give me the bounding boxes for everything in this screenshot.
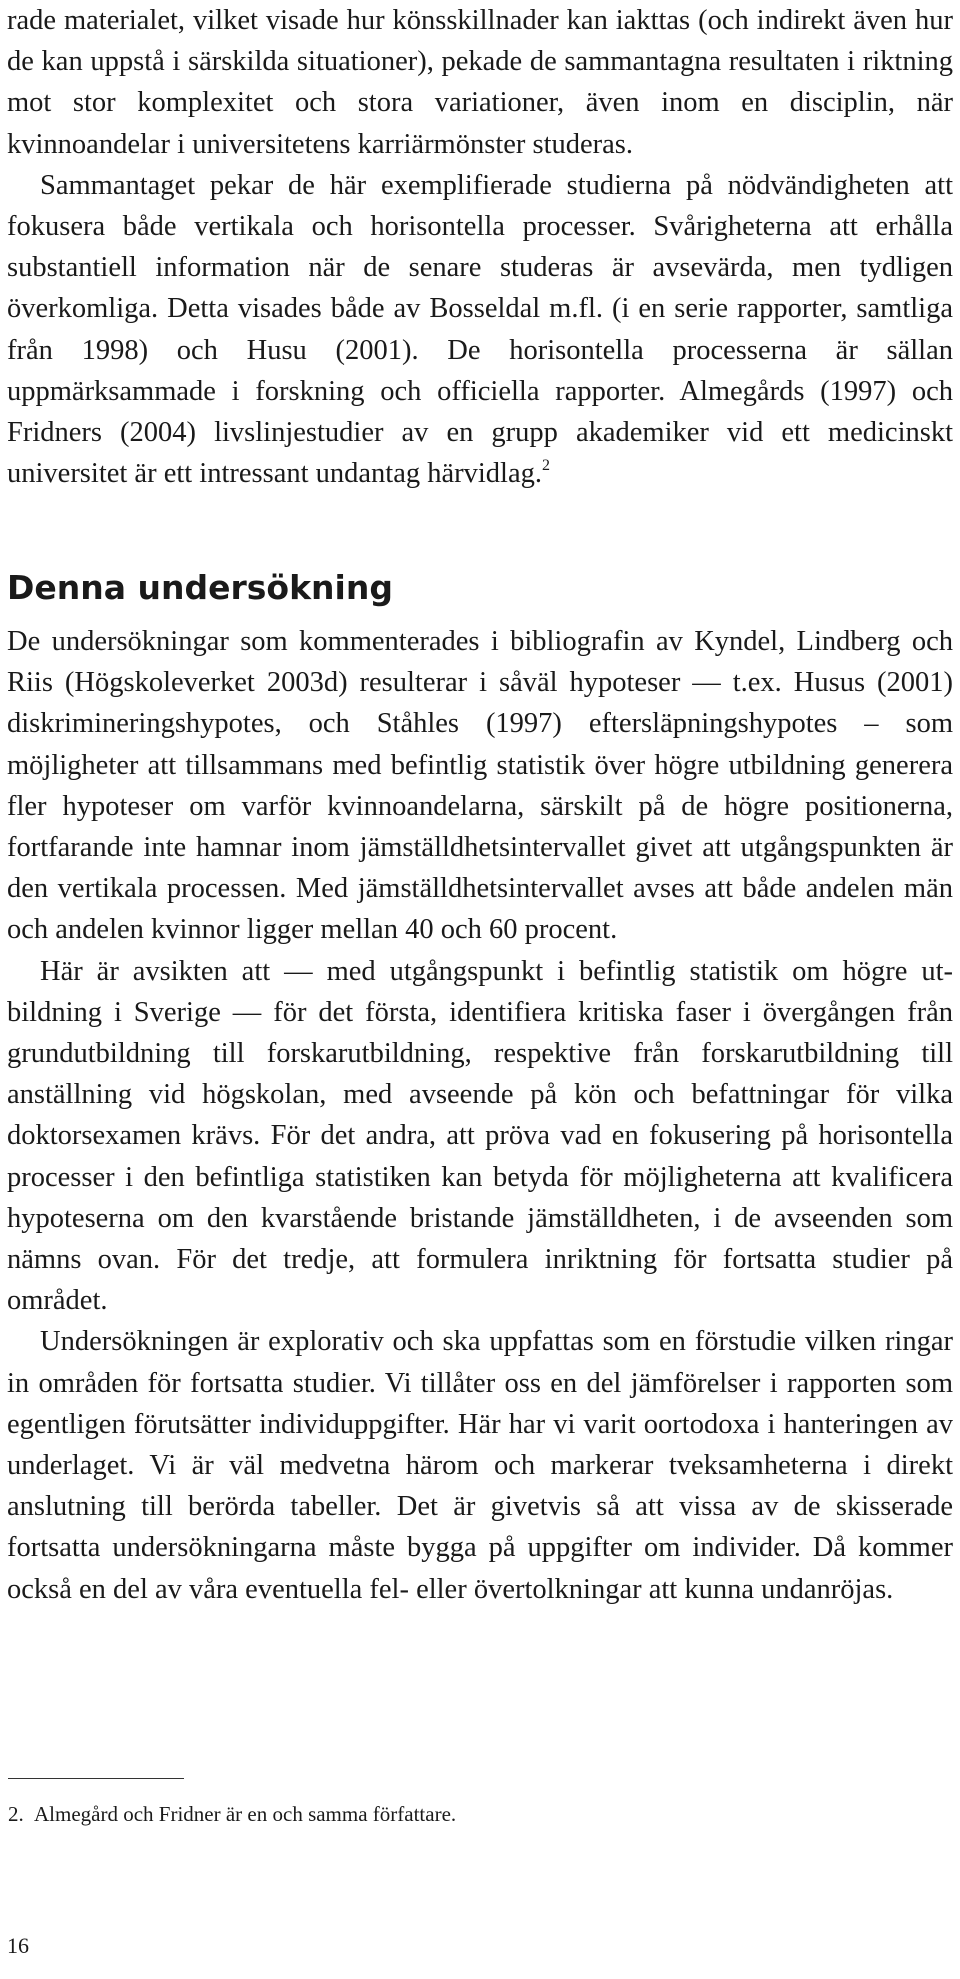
section-text-block — [7, 621, 953, 1610]
intro-text-block — [7, 0, 953, 494]
section-paragraph-1: De undersökningar som kommenterades i bibliografin av Kyndel, Lindberg och Riis (Högskoleverket 2003d) resulterar i såväl hypoteser — t.ex. Husus (2001) diskrimineringshypotes, och Ståhles (1997) eftersläpningshypotes – som möjligheter att tillsammans med befintlig statistik över högre utbildning generera fler hypoteser om varför kvinnoandelarna, särskilt på de högre positionerna, fortfarande inte hamnar inom jämställdhetsintervallet givet att utgångspunkten är den vertikala processen. Med jämställdhetsintervallet avses att både andelen män och andelen kvinnor ligger mellan 40 och 60 procent. — [7, 626, 953, 946]
summary-paragraph — [7, 165, 953, 495]
section-paragraph-3: Undersökningen är explorativ och ska uppfattas som en förstudie vilken ringar in områden för fortsatta studier. Vi tillåter oss en del jämförelser i rapporten som egentligen förutsätter individuppgifter. Här har vi varit oortodoxa i hanteringen av underlaget. Vi är väl medvetna härom och markerar tveksamheterna i direkt anslutning till berörda tabeller. Det är givetvis så att vissa av de skisserade fortsatta undersökningarna måste bygga på uppgifter om individer. Då kommer också en del av våra eventuella fel- eller övertolkningar att kunna undanröjas. — [7, 1326, 953, 1605]
footnote-text: Almegård och Fridner är en och samma författare. — [34, 1802, 457, 1826]
section-heading: Denna undersökning — [7, 568, 393, 607]
summary-paragraph-text: Sammantaget pekar de här exemplifierade studierna på nödvändigheten att fokusera både vertikala och horisontella processer. Svårigheterna att erhålla substantiell information när de senare studeras är avsevärda, men tydligen överkomliga. Detta visades både av Bosseldal m.fl. (i en serie rapporter, samtliga från 1998) och Husu (2001). De horisontella processerna är sällan uppmärksammade i forskning och officiella rapporter. Almegårds (1997) och Fridners (2004) livslinjestudier av en grupp akademiker vid ett medicinskt universitet är ett intressant undantag härvidlag. — [7, 169, 953, 490]
footnote-reference[interactable]: 2 — [542, 457, 551, 475]
footnote-divider — [8, 1778, 184, 1779]
section-paragraph-2: Här är avsikten att — med utgångspunkt i befintlig statistik om högre utbildning i Sverige — för det första, identifiera kritiska faser i övergången från grundutbildning till forskarutbildning, respektive från forskarutbildning till anställning vid högskolan, med avseende på kön och befattningar för vilka doktorsexamen krävs. För det andra, att pröva vad en fokusering på horisontella processer i den befintliga statistiken kan betyda för möjligheterna att kvalificera hypoteserna om den kvarstående bristande jämställdheten, i de avseenden som nämns ovan. För det tredje, att formulera inriktning för fortsatta studier på området. — [7, 955, 953, 1317]
footnote-number: 2. — [8, 1802, 24, 1826]
footnote — [8, 1800, 456, 1828]
continued-paragraph: rade materialet, vilket visade hur könsskillnader kan iakttas (och indirekt även hur de kan uppstå i särskilda situationer), pekade de sammantagna resultaten i riktning mot stor komplexitet och stora variationer, även inom en disciplin, när kvinnoandelar i universitetens karriärmönster studeras. — [7, 5, 953, 160]
page-number: 16 — [7, 1933, 29, 1958]
